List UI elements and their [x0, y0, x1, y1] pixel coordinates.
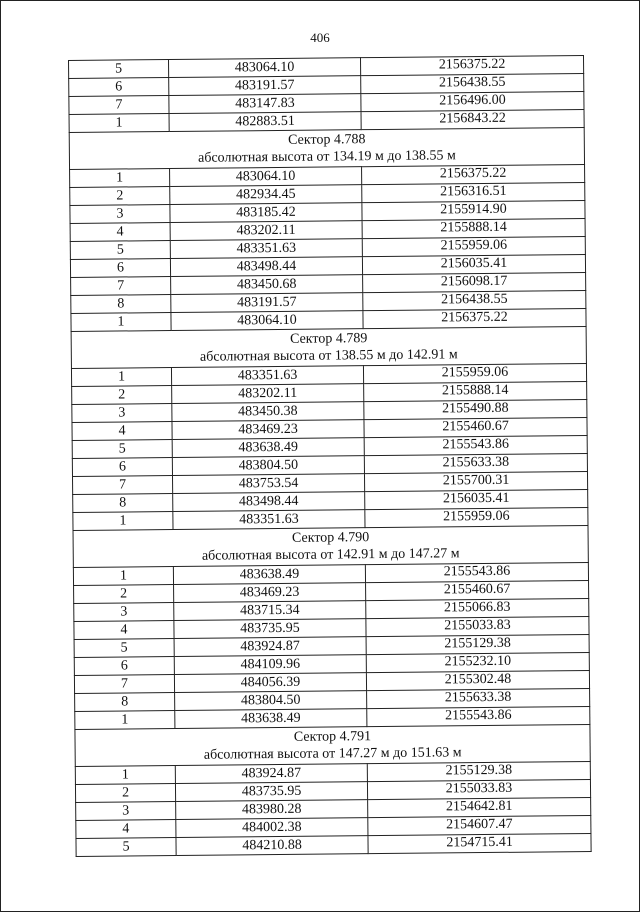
x-coordinate-cell: 482934.45: [170, 185, 362, 205]
y-coordinate-cell: 2155700.31: [364, 472, 587, 492]
point-number-cell: 3: [70, 205, 170, 224]
x-coordinate-cell: 483191.57: [169, 76, 361, 96]
y-coordinate-cell: 2155460.67: [366, 581, 589, 601]
point-number-cell: 5: [69, 60, 169, 79]
y-coordinate-cell: 2155033.83: [367, 780, 590, 800]
x-coordinate-cell: 483450.38: [172, 402, 364, 422]
y-coordinate-cell: 2154715.41: [368, 834, 591, 854]
point-number-cell: 1: [73, 567, 173, 586]
x-coordinate-cell: 483638.49: [172, 438, 364, 458]
x-coordinate-cell: 483351.63: [170, 239, 362, 259]
y-coordinate-cell: 2155914.90: [362, 201, 585, 221]
point-number-cell: 6: [70, 259, 170, 278]
coordinates-table-container: [68, 55, 591, 857]
y-coordinate-cell: 2156316.51: [362, 183, 585, 203]
sector-header-row: [75, 725, 590, 767]
point-number-cell: 4: [76, 820, 176, 839]
x-coordinate-cell: 483351.63: [171, 366, 363, 386]
x-coordinate-cell: 483980.28: [176, 800, 368, 820]
point-number-cell: 8: [73, 494, 173, 513]
y-coordinate-cell: 2155543.86: [367, 707, 590, 727]
sector-header-row: [71, 327, 586, 369]
y-coordinate-cell: 2154642.81: [368, 798, 591, 818]
point-number-cell: 2: [72, 386, 172, 405]
point-number-cell: 3: [76, 802, 176, 821]
y-coordinate-cell: 2155888.14: [362, 219, 585, 239]
x-coordinate-cell: 484002.38: [176, 818, 368, 838]
sector-header: [69, 128, 584, 170]
x-coordinate-cell: 483735.95: [175, 782, 367, 802]
point-number-cell: 6: [69, 78, 169, 97]
point-number-cell: 5: [70, 241, 170, 260]
x-coordinate-cell: 483804.50: [172, 456, 364, 476]
x-coordinate-cell: 483498.44: [170, 257, 362, 277]
point-number-cell: 1: [69, 114, 169, 133]
y-coordinate-cell: 2155232.10: [366, 653, 589, 673]
x-coordinate-cell: 483753.54: [172, 474, 364, 494]
point-number-cell: 5: [72, 440, 172, 459]
y-coordinate-cell: 2155460.67: [364, 418, 587, 438]
sector-header-row: [69, 128, 584, 170]
y-coordinate-cell: 2155959.06: [363, 364, 586, 384]
point-number-cell: 1: [73, 512, 173, 531]
sector-altitude-range: абсолютная высота от 142.91 м до 147.27 м: [201, 546, 460, 564]
point-number-cell: 7: [69, 96, 169, 115]
y-coordinate-cell: 2155888.14: [364, 382, 587, 402]
point-number-cell: 1: [71, 313, 171, 332]
y-coordinate-cell: 2155066.83: [366, 599, 589, 619]
x-coordinate-cell: 483715.34: [174, 601, 366, 621]
sector-header: [71, 327, 586, 369]
x-coordinate-cell: 483191.57: [171, 293, 363, 313]
sector-title: Сектор 4.788: [288, 132, 366, 148]
page-number: 406: [310, 30, 330, 45]
y-coordinate-cell: 2156098.17: [363, 273, 586, 293]
y-coordinate-cell: 2156843.22: [361, 110, 584, 130]
y-coordinate-cell: 2155302.48: [366, 671, 589, 691]
y-coordinate-cell: 2156496.00: [361, 92, 584, 112]
sector-title: Сектор 4.790: [291, 530, 370, 546]
y-coordinate-cell: 2156375.22: [362, 165, 585, 185]
point-number-cell: 6: [72, 458, 172, 477]
y-coordinate-cell: 2155543.86: [364, 436, 587, 456]
y-coordinate-cell: 2155543.86: [365, 563, 588, 583]
x-coordinate-cell: 483064.10: [170, 167, 362, 187]
x-coordinate-cell: 483202.11: [172, 384, 364, 404]
point-number-cell: 3: [74, 603, 174, 622]
x-coordinate-cell: 483804.50: [175, 691, 367, 711]
point-number-cell: 1: [75, 766, 175, 785]
sector-title: Сектор 4.789: [289, 331, 368, 347]
point-number-cell: 2: [70, 187, 170, 206]
point-number-cell: 5: [76, 837, 176, 856]
y-coordinate-cell: 2156438.55: [363, 291, 586, 311]
point-number-cell: 1: [71, 368, 171, 387]
x-coordinate-cell: 483147.83: [169, 94, 361, 114]
x-coordinate-cell: 483638.49: [173, 565, 365, 585]
y-coordinate-cell: 2156375.22: [363, 309, 586, 329]
sector-header: [75, 725, 590, 767]
y-coordinate-cell: 2155129.38: [366, 635, 589, 655]
point-number-cell: 8: [71, 295, 171, 314]
y-coordinate-cell: 2156375.22: [360, 56, 583, 76]
x-coordinate-cell: 483924.87: [174, 637, 366, 657]
x-coordinate-cell: 483924.87: [175, 764, 367, 784]
point-number-cell: 7: [74, 675, 174, 694]
point-number-cell: 1: [75, 711, 175, 730]
sector-header: [73, 526, 588, 568]
point-number-cell: 8: [75, 693, 175, 712]
y-coordinate-cell: 2155959.06: [365, 508, 588, 528]
y-coordinate-cell: 2155633.38: [364, 454, 587, 474]
x-coordinate-cell: 483064.10: [171, 311, 363, 331]
coordinates-table: [68, 55, 592, 857]
sector-altitude-range: абсолютная высота от 138.55 м до 142.91 м: [199, 347, 458, 365]
x-coordinate-cell: 484210.88: [176, 836, 368, 856]
y-coordinate-cell: 2155129.38: [367, 762, 590, 782]
sector-altitude-range: абсолютная высота от 147.27 м до 151.63 м: [203, 745, 462, 763]
point-number-cell: 7: [71, 277, 171, 296]
point-number-cell: 2: [74, 585, 174, 604]
point-number-cell: 3: [72, 404, 172, 423]
sector-title: Сектор 4.791: [293, 729, 372, 745]
point-number-cell: 7: [72, 476, 172, 495]
point-number-cell: 4: [72, 422, 172, 441]
x-coordinate-cell: 484109.96: [174, 655, 366, 675]
point-number-cell: 1: [70, 169, 170, 188]
x-coordinate-cell: 482883.51: [169, 112, 361, 132]
point-number-cell: 6: [74, 657, 174, 676]
x-coordinate-cell: 483185.42: [170, 203, 362, 223]
x-coordinate-cell: 483735.95: [174, 619, 366, 639]
point-number-cell: 4: [70, 223, 170, 242]
y-coordinate-cell: 2156438.55: [361, 74, 584, 94]
x-coordinate-cell: 483638.49: [175, 709, 367, 729]
point-number-cell: 4: [74, 621, 174, 640]
x-coordinate-cell: 483351.63: [173, 510, 365, 530]
x-coordinate-cell: 483202.11: [170, 221, 362, 241]
x-coordinate-cell: 483498.44: [173, 492, 365, 512]
y-coordinate-cell: 2155633.38: [367, 689, 590, 709]
x-coordinate-cell: 483064.10: [169, 58, 361, 78]
x-coordinate-cell: 483469.23: [174, 583, 366, 603]
y-coordinate-cell: 2155490.88: [364, 400, 587, 420]
y-coordinate-cell: 2156035.41: [362, 255, 585, 275]
sector-header-row: [73, 526, 588, 568]
x-coordinate-cell: 484056.39: [174, 673, 366, 693]
x-coordinate-cell: 483469.23: [172, 420, 364, 440]
sector-altitude-range: абсолютная высота от 134.19 м до 138.55 м: [198, 148, 456, 166]
point-number-cell: 5: [74, 639, 174, 658]
y-coordinate-cell: 2156035.41: [365, 490, 588, 510]
y-coordinate-cell: 2154607.47: [368, 816, 591, 836]
point-number-cell: 2: [75, 784, 175, 803]
y-coordinate-cell: 2155033.83: [366, 617, 589, 637]
x-coordinate-cell: 483450.68: [171, 275, 363, 295]
coordinates-table-body: [69, 56, 592, 857]
y-coordinate-cell: 2155959.06: [362, 237, 585, 257]
